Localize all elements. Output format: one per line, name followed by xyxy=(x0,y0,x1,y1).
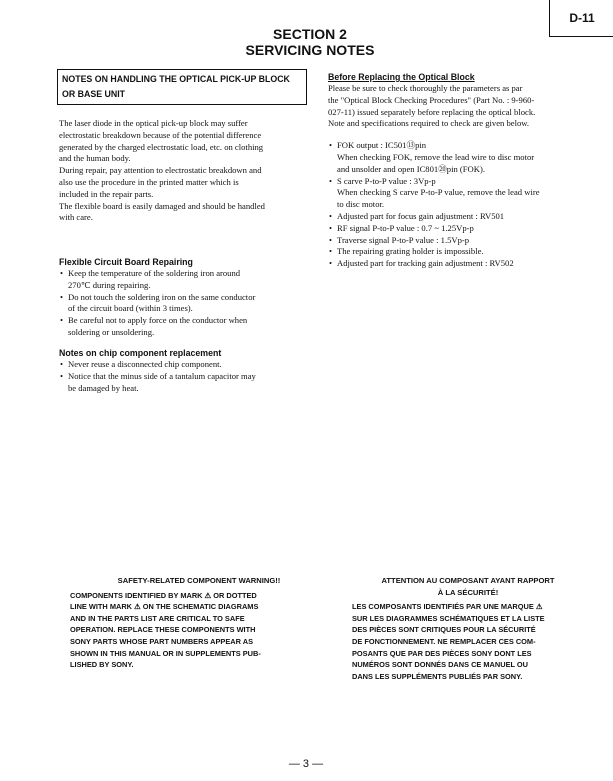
warning-fr-line: NUMÉROS SONT DONNÉS DANS CE MANUEL OU xyxy=(352,660,529,670)
intro-line: with care. xyxy=(59,212,93,223)
intro-line: The flexible board is easily damaged and should be handled xyxy=(59,200,265,211)
warning-en-line: LISHED BY SONY. xyxy=(70,660,134,670)
page-id: D-11 xyxy=(549,0,613,37)
list-item: • S carve P-to-P value : 3Vp-p When checking S carve P-to-P value, remove the lead wire to disc motor. xyxy=(328,176,578,211)
optical-intro-line: 027-11) issued separately before replacing the optical block. xyxy=(328,106,536,117)
warning-en-title: SAFETY-RELATED COMPONENT WARNING!! xyxy=(117,576,281,585)
page-number: — 3 — xyxy=(288,758,324,770)
warning-fr-line: DES PIÈCES SONT CRITIQUES POUR LA SÉCURITÉ xyxy=(352,625,536,635)
optical-intro-line: Note and specifications required to check are given below. xyxy=(328,118,530,129)
warning-en-line: SHOWN IN THIS MANUAL OR IN SUPPLEMENTS PUB- xyxy=(70,648,261,658)
handling-notes-box xyxy=(57,69,307,105)
warning-en-line: SONY PARTS WHOSE PART NUMBERS APPEAR AS xyxy=(70,636,254,646)
intro-line: also use the procedure in the printed matter which is xyxy=(59,176,239,187)
safety-warning-fr xyxy=(352,575,584,682)
optical-intro-line: Please be sure to check thoroughly the parameters as par xyxy=(328,83,523,93)
warning-fr-title-line1: ATTENTION AU COMPOSANT AYANT RAPPORT xyxy=(381,576,555,585)
intro-paragraph xyxy=(59,118,309,224)
warning-en-line: OPERATION. REPLACE THESE COMPONENTS WITH xyxy=(70,625,256,635)
chip-section xyxy=(59,347,309,394)
section-number: SECTION 2 xyxy=(273,26,347,42)
box-title-line2: OR BASE UNIT xyxy=(62,89,126,99)
list-item: • Never reuse a disconnected chip component. xyxy=(59,359,309,371)
section-title: SERVICING NOTES xyxy=(245,42,375,58)
warning-en-line: AND IN THE PARTS LIST ARE CRITICAL TO SAFE xyxy=(70,613,245,623)
list-item: • Be careful not to apply force on the conductor when soldering or unsoldering. xyxy=(59,315,309,339)
warning-fr-title-line2: À LA SÉCURITÉ! xyxy=(437,587,499,597)
list-item: • Notice that the minus side of a tantalum capacitor may be damaged by heat. xyxy=(59,371,309,395)
intro-line: and the human body. xyxy=(59,153,131,164)
warning-fr-line: LES COMPOSANTS IDENTIFIÉS PAR UNE MARQUE ⚠ xyxy=(352,602,543,612)
intro-line: included in the repair parts. xyxy=(59,188,154,199)
list-item: • Adjusted part for tracking gain adjustment : RV502 xyxy=(328,258,578,270)
warning-en-line: COMPONENTS IDENTIFIED BY MARK ⚠ OR DOTTED xyxy=(70,590,257,600)
list-item: • FOK output : IC501⑬pin When checking FOK, remove the lead wire to disc motor and unsolder and open IC801⑳pin (FOK). xyxy=(328,140,578,175)
list-item: • Adjusted part for focus gain adjustment : RV501 xyxy=(328,211,578,223)
list-item: • Keep the temperature of the soldering iron around 270℃ during repairing. xyxy=(59,268,309,292)
intro-line: generated by the charged electrostatic load, etc. on clothing xyxy=(59,141,264,152)
chip-heading: Notes on chip component replacement xyxy=(59,348,222,358)
list-item: • RF signal P-to-P value : 0.7 ~ 1.25Vp-p xyxy=(328,223,578,235)
list-item: • Traverse signal P-to-P value : 1.5Vp-p xyxy=(328,235,578,247)
flex-heading: Flexible Circuit Board Repairing xyxy=(59,257,193,267)
warning-fr-line: POSANTS QUE PAR DES PIÈCES SONY DONT LES xyxy=(352,648,532,658)
warning-fr-line: DANS LES SUPPLÉMENTS PUBLIÉS PAR SONY. xyxy=(352,671,523,681)
box-title-line1: NOTES ON HANDLING THE OPTICAL PICK-UP BLOCK xyxy=(62,74,290,84)
warning-fr-line: SUR LES DIAGRAMMES SCHÉMATIQUES ET LA LISTE xyxy=(352,613,545,623)
intro-line: The laser diode in the optical pick-up block may suffer xyxy=(59,118,248,128)
flex-board-section xyxy=(59,256,309,339)
optical-intro-line: the "Optical Block Checking Procedures" (Part No. : 9-960- xyxy=(328,94,535,105)
list-item: • Do not touch the soldering iron on the same conductor of the circuit board (within 3 times). xyxy=(59,292,309,316)
warning-fr-line: DE FONCTIONNEMENT. NE REMPLACER CES COM- xyxy=(352,636,536,646)
safety-warning-en xyxy=(70,575,328,671)
warning-en-line: LINE WITH MARK ⚠ ON THE SCHEMATIC DIAGRAMS xyxy=(70,602,259,612)
intro-line: electrostatic breakdown because of the potential difference xyxy=(59,129,262,140)
optical-heading: Before Replacing the Optical Block xyxy=(328,72,475,82)
optical-block-section xyxy=(328,71,578,270)
intro-line: During repair, pay attention to electrostatic breakdown and xyxy=(59,165,262,176)
list-item: • The repairing grating holder is impossible. xyxy=(328,246,578,258)
